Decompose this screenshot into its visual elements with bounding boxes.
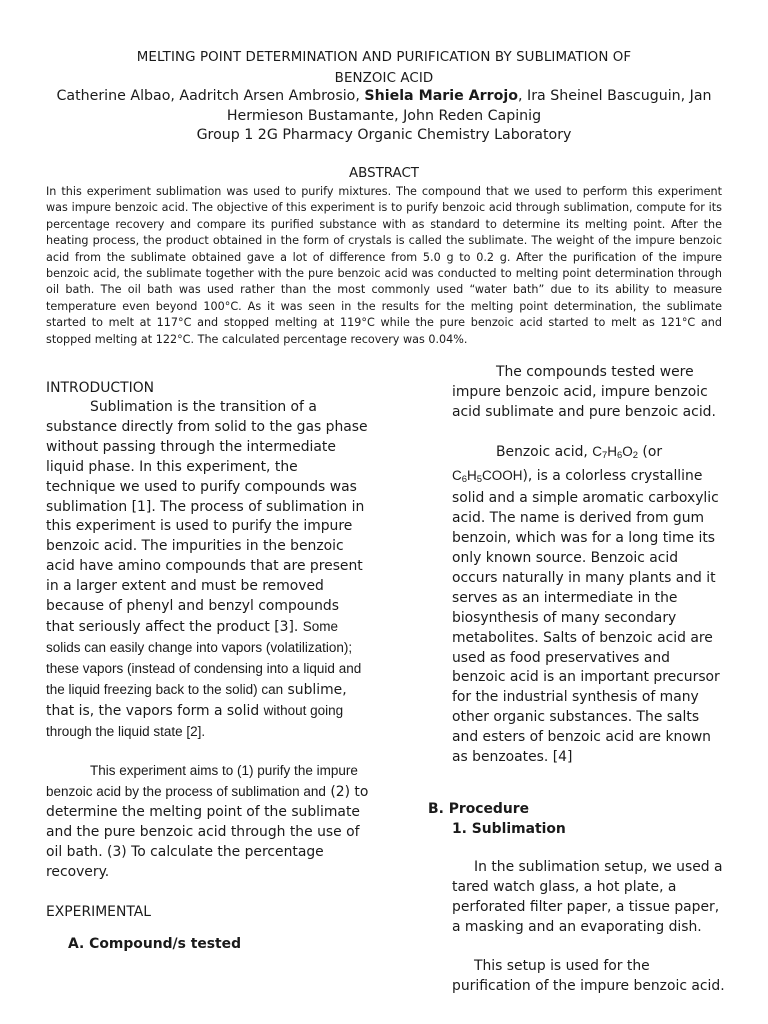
setup-purpose-paragraph: This setup is used for the purification of the impure benzoic acid. bbox=[452, 957, 725, 994]
intro-p1-text-c: sublime, that is, the vapors form a solid bbox=[46, 681, 347, 719]
group-affiliation: Group 1 2G Pharmacy Organic Chemistry Laboratory bbox=[196, 127, 572, 143]
intro-p1-text-a: Sublimation is the transition of a substance directly from solid to the gas phase without passing through the intermediate liquid phase. In this experiment, the technique we used to purify compounds was sublimation [1]. The process of sublimation in this experiment is used to purify the impure benzoic acid. The impurities in the benzoic acid have amino compounds that are present in a larger extent and must be removed because of phenyl and benzyl compounds that seriously affect the product [3]. bbox=[46, 399, 368, 635]
compounds-paragraph: The compounds tested were impure benzoic acid, impure benzoic acid sublimate and pure benzoic acid. bbox=[452, 364, 716, 420]
title-line-2: BENZOIC ACID bbox=[334, 71, 434, 86]
procedure-heading: B. Procedure bbox=[428, 800, 530, 817]
authors-text-b: , Ira Sheinel Bascuguin, Jan bbox=[518, 88, 712, 104]
intro-p2-text-a: This experiment aims to (1) purify the impure benzoic acid by the process of sublimation and bbox=[46, 763, 358, 800]
authors-bold-name: Shiela Marie Arrojo bbox=[364, 88, 519, 104]
formula-c6h5cooh: $C_6H_5COOH$ bbox=[452, 467, 523, 485]
intro-paragraph-1 bbox=[46, 398, 371, 742]
sublimation-setup-paragraph: In the sublimation setup, we used a tared watch glass, a hot plate, a perforated filter paper, a tissue paper, a masking and an evaporating dish. bbox=[452, 858, 723, 935]
abstract-text: In this experiment sublimation was used to purify mixtures. The compound that we used to perform this experiment was impure benzoic acid. The objective of this experiment is to purify benzoic acid through sublimation, compute for its percentage recovery and compare its purified substance with as standard to determine its melting point. After the heating process, the product obtained in the form of crystals is called the sublimate. The weight of the impure benzoic acid from the sublimate obtained gave a lot of difference from 5.0 g to 0.2 g. After the purification of the impure benzoic acid, the sublimate together with the pure benzoic acid was conducted to melting point determination through oil bath. The oil bath was used rather than the most commonly used “water bath” due to its ability to measure temperature even beyond 100°C. As it was seen in the results for the melting point determination, the sublimate started to melt at 117°C and stopped melting at 119°C while the pure benzoic acid started to melt as 121°C and stopped melting at 122°C. The calculated percentage recovery was 0.04%. bbox=[46, 185, 722, 346]
intro-p1-text-d: without going through the liquid state [2]. bbox=[46, 702, 344, 739]
authors-line-1 bbox=[40, 86, 728, 106]
authors-text-a: Catherine Albao, Aadritch Arsen Ambrosio, bbox=[56, 88, 360, 104]
compounds-tested-heading: A. Compound/s tested bbox=[68, 935, 242, 952]
benzoic-text-or: (or bbox=[638, 443, 663, 460]
benzoic-text-a: Benzoic acid, bbox=[496, 443, 593, 460]
right-column bbox=[428, 363, 726, 996]
abstract-heading: ABSTRACT bbox=[348, 166, 419, 181]
author-list bbox=[40, 86, 728, 126]
left-column bbox=[46, 378, 371, 954]
benzoic-text-b: ), is a colorless crystalline solid and a simple aromatic carboxylic acid. The name is derived from gum benzoin, which was for a long time its only known source. Benzoic acid occurs naturally in many plants and it serves as an intermediate in the biosynthesis of many secondary metabolites. Salts of benzoic acid are used as food preservatives and benzoic acid is an important precursor for the industrial synthesis of many other organic substances. The salts and esters of benzoic acid are known as benzoates. [4] bbox=[452, 467, 720, 766]
title-line-1: MELTING POINT DETERMINATION AND PURIFICATION BY SUBLIMATION OF bbox=[136, 50, 632, 65]
paper-title bbox=[40, 47, 728, 89]
authors-line-2: Hermieson Bustamante, John Reden Capinig bbox=[226, 108, 542, 124]
intro-p1-text-b: Some solids can easily change into vapors (volatilization); these vapors (instead of condensing into a liquid and the liquid freezing back to the solid) can bbox=[46, 618, 362, 697]
experimental-heading: EXPERIMENTAL bbox=[46, 903, 151, 920]
sublimation-heading: 1. Sublimation bbox=[452, 820, 566, 837]
intro-paragraph-2 bbox=[46, 761, 371, 882]
benzoic-acid-paragraph bbox=[452, 442, 726, 768]
introduction-heading: INTRODUCTION bbox=[46, 380, 155, 396]
formula-c7h6o2: $C_7H_6O_2$ bbox=[592, 443, 639, 461]
intro-p2-text-b: (2) to determine the melting point of the sublimate and the pure benzoic acid through the use of oil bath. (3) To calculate the percentage recovery. bbox=[46, 784, 369, 880]
